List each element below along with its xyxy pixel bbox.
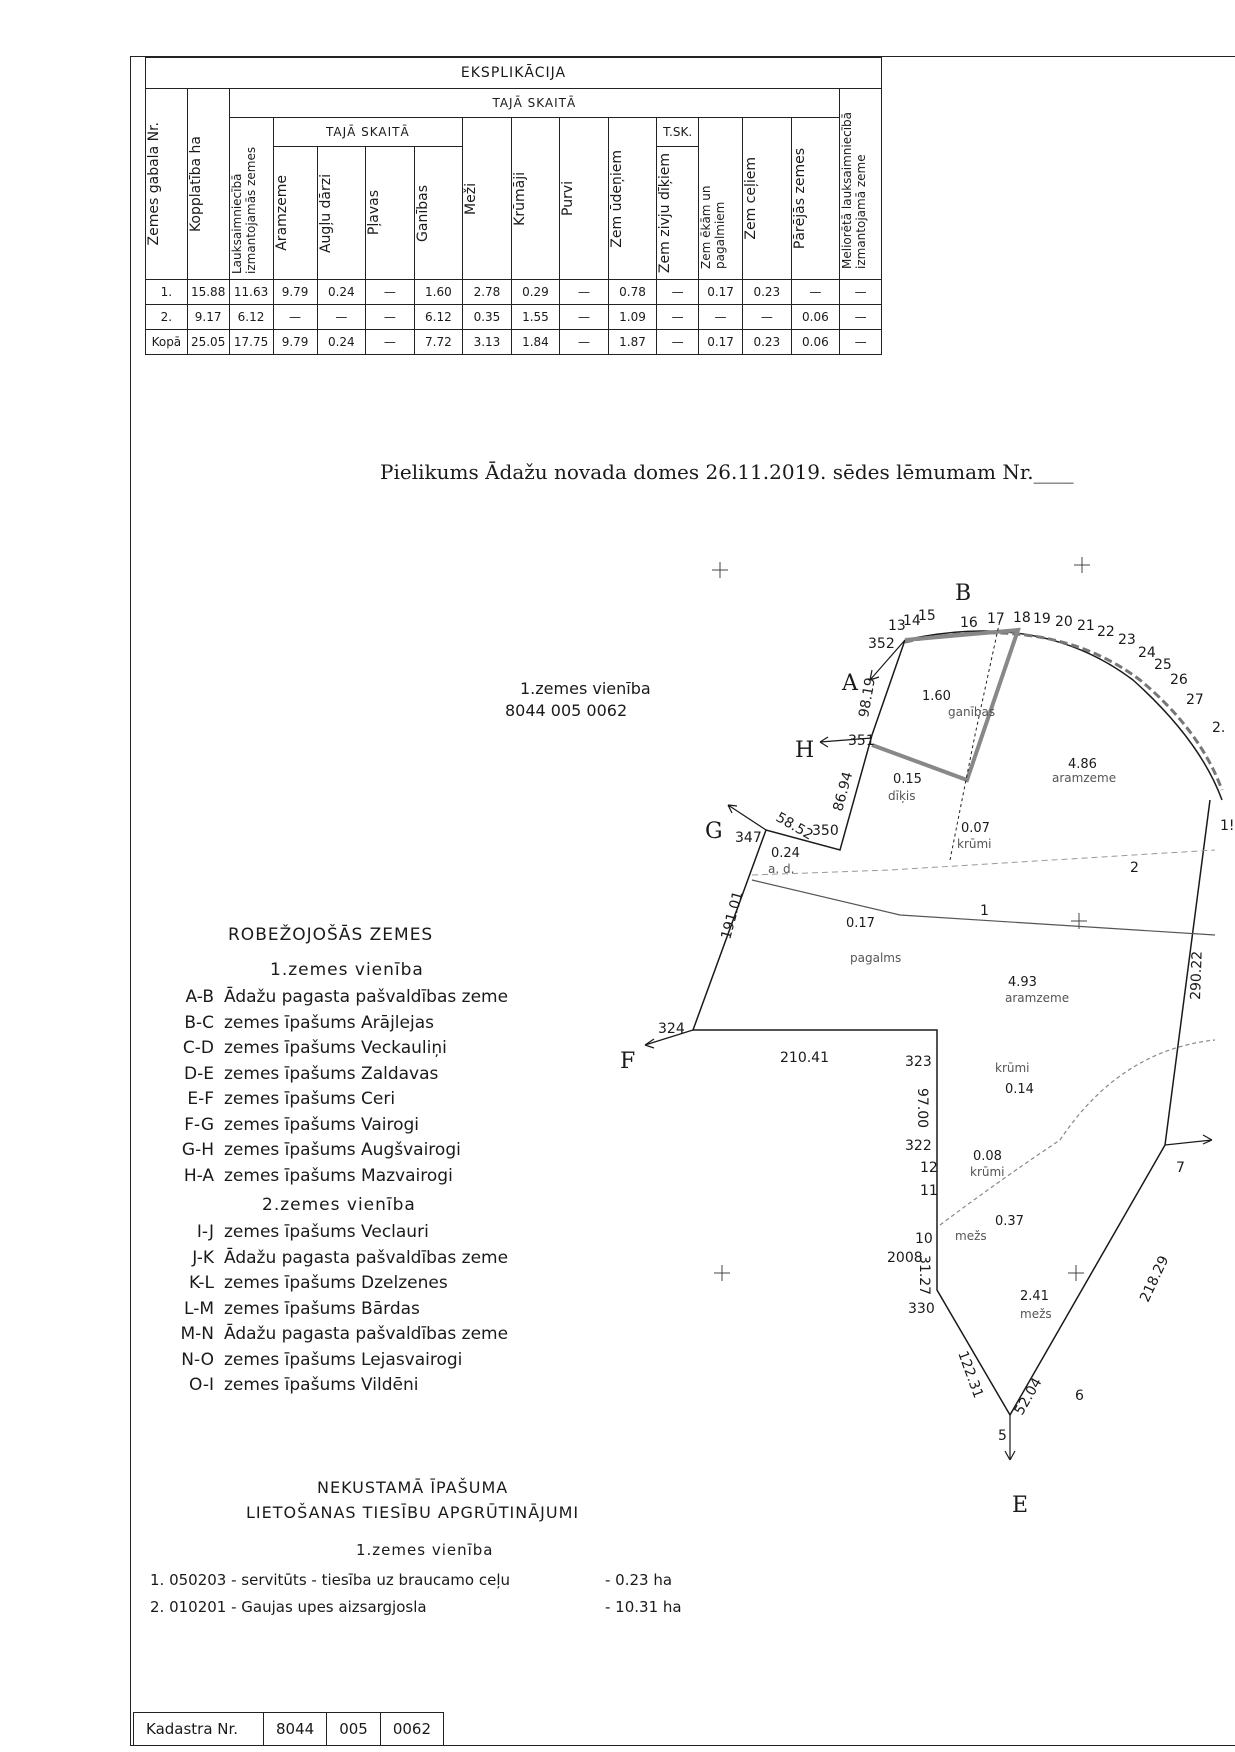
explication-cell: — — [743, 305, 792, 330]
direction-h: H — [795, 738, 815, 763]
tsk-header: T.SK. — [657, 118, 699, 147]
road-label: 2 — [1130, 860, 1139, 876]
distance-label: 98.19 — [856, 676, 879, 719]
neighbor-code: N-O — [181, 1349, 214, 1370]
direction-f: F — [620, 1049, 636, 1074]
parcel-area: 0.24 — [771, 846, 800, 861]
neighbor-text: Ādažu pagasta pašvaldības zeme — [224, 1324, 509, 1344]
neighbor-text: zemes īpašums Lejasvairogi — [224, 1349, 463, 1370]
boundary-point: 20 — [1055, 614, 1073, 630]
parcel-area: 0.14 — [1005, 1082, 1034, 1097]
col-fish-ponds: Zem zivju dīķiem — [657, 153, 674, 274]
group-header: TAJĀ SKAITĀ — [229, 89, 840, 118]
map-unit-label: 1.zemes vienība — [520, 679, 651, 698]
boundary-point: 19 — [1033, 611, 1051, 627]
map-unit-number: 8044 005 0062 — [505, 701, 628, 720]
neighbors-title: ROBEŽOJOŠĀS ZEMES — [228, 925, 434, 945]
explication-cell: — — [273, 305, 317, 330]
parcel-type: ganības — [948, 705, 996, 719]
boundary-point: 350 — [812, 823, 839, 839]
explication-cell: 9.79 — [273, 330, 317, 355]
neighbor-text: zemes īpašums Veclauri — [224, 1222, 429, 1242]
boundary-point: 18 — [1013, 610, 1031, 626]
encumbrances-title-1: NEKUSTAMĀ ĪPAŠUMA — [317, 1478, 509, 1497]
neighbor-text: Ādažu pagasta pašvaldības zeme — [224, 1247, 509, 1268]
boundary-point: 15 — [918, 608, 936, 624]
encumbrances-unit-title: 1.zemes vienība — [356, 1541, 494, 1559]
explication-title: EKSPLIKĀCIJA — [146, 58, 882, 89]
cadastre-part-2: 005 — [327, 1713, 381, 1746]
boundary-point: 347 — [735, 830, 762, 846]
sub-group-header: TAJĀ SKAITĀ — [273, 118, 463, 147]
encumbrances-title-2: LIETOŠANAS TIESĪBU APGRŪTINĀJUMI — [246, 1503, 580, 1522]
boundary-point: 11 — [920, 1183, 938, 1199]
explication-cell: — — [366, 330, 415, 355]
explication-cell: — — [840, 330, 882, 355]
explication-cell: 0.35 — [463, 305, 512, 330]
direction-g: G — [705, 819, 723, 844]
col-bogs: Purvi — [560, 181, 577, 217]
explication-cell: 6.12 — [414, 305, 463, 330]
explication-cell: — — [317, 305, 366, 330]
boundary-point: 6 — [1075, 1388, 1084, 1404]
neighbor-code: A-B — [185, 987, 214, 1007]
parcel-type: aramzeme — [1052, 771, 1117, 785]
boundary-point: 14 — [903, 613, 921, 629]
parcel-type: krūmi — [957, 837, 992, 851]
explication-cell: — — [560, 280, 609, 305]
explication-cell: 7.72 — [414, 330, 463, 355]
encumbrance-item-1: 1. 050203 - servitūts - tiesība uz braucamo ceļu - 0.23 ha — [150, 1571, 673, 1589]
parcel-area: 0.15 — [893, 772, 922, 787]
explication-cell: 0.23 — [743, 330, 792, 355]
neighbor-code: G-H — [181, 1140, 214, 1160]
boundary-point: 324 — [658, 1021, 685, 1037]
explication-cell: — — [560, 330, 609, 355]
neighbor-code: D-E — [184, 1063, 214, 1084]
boundary-point: 2. — [1212, 720, 1226, 736]
boundary-point: 23 — [1118, 632, 1136, 648]
neighbor-code: J-K — [192, 1247, 214, 1268]
col-arable: Aramzeme — [273, 175, 290, 251]
explication-cell: — — [699, 305, 743, 330]
neighbor-code: E-F — [187, 1089, 214, 1109]
explication-cell: 1.09 — [608, 305, 657, 330]
cadastre-label: Kadastra Nr. — [134, 1713, 264, 1746]
boundary-point: 352 — [868, 636, 895, 652]
encumbrance-item-2: 2. 010201 - Gaujas upes aizsargjosla - 10.31 ha — [150, 1598, 682, 1616]
neighbor-code: M-N — [180, 1324, 214, 1344]
neighbor-text: zemes īpašums Arājlejas — [224, 1012, 434, 1033]
explication-cell: 1.87 — [608, 330, 657, 355]
explication-cell: 17.75 — [229, 330, 273, 355]
neighbor-code: K-L — [189, 1273, 214, 1293]
parcel-area: 0.07 — [961, 821, 990, 836]
boundary-point: 323 — [905, 1054, 932, 1070]
explication-cell: 11.63 — [229, 280, 273, 305]
neighbor-text: zemes īpašums Zaldavas — [224, 1063, 439, 1084]
parcel-type: krūmi — [970, 1165, 1005, 1179]
parcel-area: 1.60 — [922, 689, 951, 704]
explication-cell: 6.12 — [229, 305, 273, 330]
boundary-point: 22 — [1097, 624, 1115, 640]
explication-cell: 0.17 — [699, 330, 743, 355]
col-forest: Meži — [463, 182, 480, 215]
boundary-point: 351 — [848, 733, 875, 749]
grid-crosses — [712, 557, 1090, 1281]
boundary-point: 5 — [998, 1428, 1007, 1444]
explication-cell: — — [560, 305, 609, 330]
distance-label: 290.22 — [1188, 950, 1206, 1001]
explication-cell: Kopā — [146, 330, 188, 355]
neighbor-code: O-I — [188, 1375, 214, 1395]
parcel-type: mežs — [955, 1229, 987, 1243]
neighbor-text: zemes īpašums Mazvairogi — [224, 1165, 453, 1186]
col-parcel-nr: Zemes gabala Nr. — [146, 122, 162, 246]
explication-cell: 2. — [146, 305, 188, 330]
boundary-point: 330 — [908, 1301, 935, 1317]
boundary-point: 16 — [960, 615, 978, 631]
neighbor-code: F-G — [184, 1114, 214, 1135]
col-roads: Zem ceļiem — [743, 157, 760, 240]
parcel-type: a. d. — [768, 862, 795, 876]
boundary-point: 26 — [1170, 672, 1188, 688]
parcel-area: 4.86 — [1068, 757, 1097, 772]
explication-cell: — — [840, 305, 882, 330]
neighbor-code: H-A — [183, 1165, 214, 1186]
distance-label: 218.29 — [1137, 1253, 1173, 1305]
parcel-type: mežs — [1020, 1307, 1052, 1321]
boundary-point: 7 — [1176, 1160, 1185, 1176]
parcel-type: dīķis — [888, 789, 916, 803]
explication-cell: 1.84 — [511, 330, 560, 355]
distance-label: 210.41 — [780, 1050, 829, 1066]
explication-cell: — — [657, 305, 699, 330]
boundary-point: 10 — [915, 1231, 933, 1247]
parcel-area: 0.08 — [973, 1149, 1002, 1164]
boundary-point: 13 — [888, 618, 906, 634]
boundary-point: 2008 — [887, 1250, 923, 1266]
col-orchards: Augļu dārzi — [317, 173, 334, 253]
col-agricultural: Lauksaimniecībā izmantojamās zemes — [229, 146, 258, 274]
explication-cell: 0.06 — [791, 305, 840, 330]
col-shrubs: Krūmāji — [511, 171, 528, 226]
parcel-type: pagalms — [850, 951, 902, 965]
neighbor-text: zemes īpašums Vairogi — [224, 1114, 420, 1135]
col-meadows: Pļavas — [366, 190, 383, 236]
explication-cell: 0.29 — [511, 280, 560, 305]
explication-cell: — — [791, 280, 840, 305]
boundary-point: 27 — [1186, 692, 1204, 708]
parcel-area: 0.17 — [846, 916, 875, 931]
neighbor-text: Ādažu pagasta pašvaldības zeme — [224, 987, 509, 1007]
distance-label: 31.27 — [916, 1255, 932, 1296]
col-meliorated: Meliorētā lauksaimniecībā izmantojamā zeme — [840, 112, 869, 270]
boundary-point: 12 — [920, 1160, 938, 1176]
col-buildings: Zem ēkām un pagalmiem — [699, 185, 728, 269]
distance-label: 122.31 — [954, 1348, 987, 1401]
cadastre-part-1: 8044 — [264, 1713, 327, 1746]
neighbor-text: zemes īpašums Bārdas — [224, 1298, 420, 1319]
neighbor-text: zemes īpašums Augšvairogi — [224, 1140, 461, 1160]
explication-cell: — — [840, 280, 882, 305]
cadastre-part-3: 0062 — [380, 1713, 443, 1746]
col-pastures: Ganības — [414, 184, 431, 242]
explication-cell: 0.24 — [317, 280, 366, 305]
neighbor-code: B-C — [184, 1012, 214, 1033]
neighbor-text: zemes īpašums Veckauliņi — [224, 1038, 447, 1058]
direction-e: E — [1012, 1493, 1029, 1518]
parcel-area: 2.41 — [1020, 1289, 1049, 1304]
explication-cell: — — [657, 330, 699, 355]
distance-label: 58.52 — [773, 809, 816, 844]
neighbor-code: C-D — [182, 1038, 214, 1058]
explication-cell: 0.06 — [791, 330, 840, 355]
appendix-note: Pielikums Ādažu novada domes 26.11.2019. sēdes lēmumam Nr.____ — [380, 460, 1074, 484]
neighbor-text: zemes īpašums Vildēni — [224, 1375, 419, 1395]
direction-arrows — [645, 640, 1212, 1460]
parcel-type: krūmi — [995, 1061, 1030, 1075]
parcel-area: 4.93 — [1008, 975, 1037, 990]
explication-cell: 9.79 — [273, 280, 317, 305]
distance-label: 52.04 — [1011, 1375, 1046, 1418]
explication-cell: 1. — [146, 280, 188, 305]
direction-b: B — [955, 581, 972, 606]
neighbor-code: I-J — [196, 1222, 214, 1242]
explication-cell: 25.05 — [187, 330, 229, 355]
boundary-point: 21 — [1077, 618, 1095, 634]
boundary-point: 1! — [1220, 818, 1235, 834]
explication-cell: 15.88 — [187, 280, 229, 305]
distance-label: 191.01 — [718, 889, 747, 942]
distance-label: 97.00 — [914, 1088, 930, 1129]
col-other: Pārējās zemes — [791, 147, 808, 250]
neighbor-code: L-M — [184, 1298, 214, 1319]
explication-cell: 1.55 — [511, 305, 560, 330]
explication-cell: — — [657, 280, 699, 305]
explication-cell: 9.17 — [187, 305, 229, 330]
explication-cell: — — [366, 280, 415, 305]
boundary-point: 322 — [905, 1138, 932, 1154]
col-water: Zem ūdeņiem — [608, 149, 625, 248]
explication-cell: 0.24 — [317, 330, 366, 355]
neighbor-text: zemes īpašums Ceri — [224, 1089, 396, 1109]
boundary-point: 25 — [1154, 657, 1172, 673]
neighbor-text: zemes īpašums Dzelzenes — [224, 1273, 448, 1293]
parcel-area: 0.37 — [995, 1214, 1024, 1229]
road-label: 1 — [980, 903, 989, 919]
distance-label: 86.94 — [830, 770, 857, 814]
unit2-title: 2.zemes vienība — [262, 1195, 416, 1215]
boundary-point: 17 — [987, 611, 1005, 627]
explication-cell: 0.78 — [608, 280, 657, 305]
explication-cell: 2.78 — [463, 280, 512, 305]
col-total-area: Kopplatība ha — [187, 136, 204, 233]
explication-cell: 0.23 — [743, 280, 792, 305]
boundary-point: 24 — [1138, 645, 1156, 661]
direction-a: A — [842, 671, 858, 696]
explication-cell: — — [366, 305, 415, 330]
explication-cell: 1.60 — [414, 280, 463, 305]
explication-cell: 0.17 — [699, 280, 743, 305]
explication-cell: 3.13 — [463, 330, 512, 355]
parcel-type: aramzeme — [1005, 991, 1070, 1005]
unit1-title: 1.zemes vienība — [270, 960, 424, 980]
